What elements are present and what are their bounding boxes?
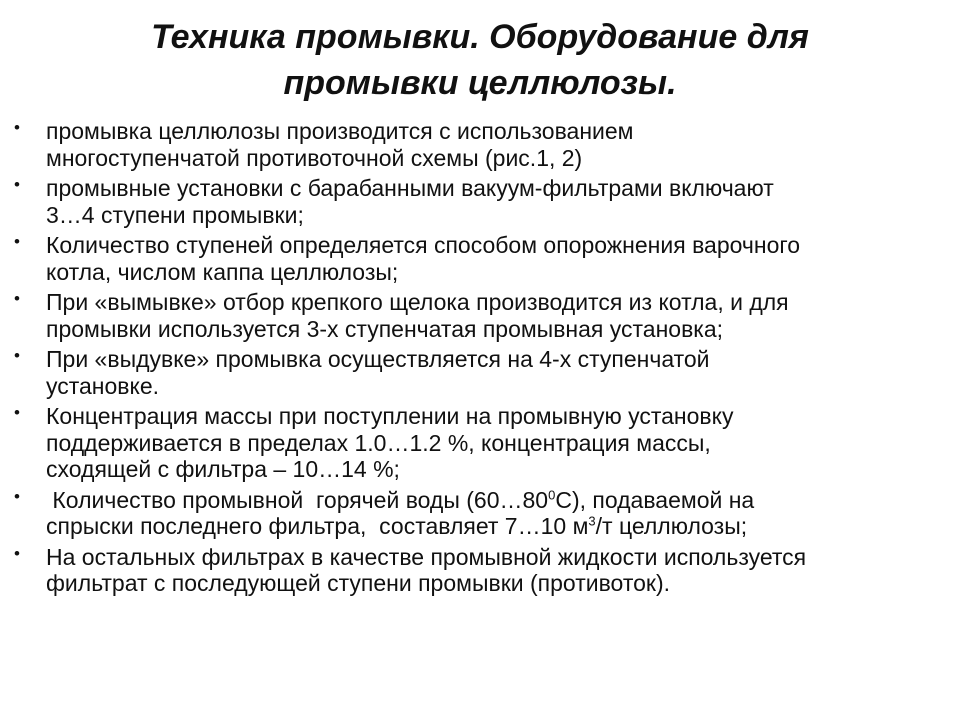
- bullet-item-8-line-2: фильтрат с последующей ступени промывки (противоток).: [46, 570, 670, 596]
- bullet-item-3-line-1: Количество ступеней определяется способом опорожнения варочного: [46, 232, 801, 258]
- bullet-list: [0, 112, 960, 597]
- slide-title-line-1: Техника промывки. Оборудование для: [151, 18, 809, 56]
- bullet-dot: •: [14, 403, 20, 422]
- bullet-dot: •: [14, 486, 20, 506]
- bullet-item-7: [0, 487, 960, 540]
- bullet-item-4-line-1: При «вымывке» отбор крепкого щелока производится из котла, и для: [46, 289, 789, 315]
- bullet-item-4: [0, 289, 960, 342]
- bullet-dot: •: [14, 232, 20, 251]
- bullet-item-8-line-1: На остальных фильтрах в качестве промывной жидкости используется: [46, 543, 807, 570]
- bullet-item-7-line-2: [46, 513, 936, 540]
- bullet-dot: •: [14, 118, 20, 137]
- bullet-item-4-line-2: промывки используется 3-х ступенчатая промывная установка;: [46, 315, 724, 342]
- bullet-item-8: [0, 544, 960, 597]
- bullet-item-7-line-1-text-b: С), подаваемой на: [555, 486, 755, 513]
- bullet-item-3-line-2: котла, числом каппа целлюлозы;: [46, 258, 399, 285]
- cubic-superscript: 3: [588, 513, 596, 529]
- bullet-item-5-line-1: При «выдувке» промывка осуществляется на 4-х ступенчатой: [46, 346, 710, 372]
- bullet-item-6: [0, 403, 960, 483]
- bullet-item-5: [0, 346, 960, 399]
- bullet-item-6-line-2: поддерживается в пределах 1.0…1.2 %, концентрация массы,: [46, 429, 711, 456]
- bullet-item-7-line-2-text-b: /т целлюлозы;: [595, 513, 748, 539]
- bullet-item-7-line-1-text-a: Количество промывной горячей воды (60…80: [46, 486, 549, 513]
- bullet-dot: •: [14, 289, 20, 308]
- bullet-item-2-line-1: промывные установки с барабанными вакуум-фильтрами включают: [46, 175, 774, 201]
- bullet-item-7-line-1: [46, 487, 936, 514]
- bullet-item-3: [0, 232, 960, 285]
- bullet-dot: •: [14, 175, 20, 194]
- bullet-item-2: [0, 175, 960, 228]
- bullet-item-7-line-2-text-a: спрыски последнего фильтра, составляет 7…10 м: [46, 513, 589, 539]
- bullet-item-2-line-2: 3…4 ступени промывки;: [46, 201, 304, 228]
- bullet-item-1-line-1: промывка целлюлозы производится с использованием: [46, 118, 634, 144]
- bullet-dot: •: [14, 543, 20, 563]
- degree-superscript: 0: [548, 486, 556, 502]
- bullet-item-5-line-2: установке.: [46, 372, 160, 399]
- slide-title-line-2: промывки целлюлозы.: [283, 64, 677, 102]
- bullet-item-6-line-1: Концентрация массы при поступлении на промывную установку: [46, 403, 734, 429]
- bullet-dot: •: [14, 346, 20, 365]
- bullet-item-1: [0, 118, 960, 171]
- bullet-item-1-line-2: многоступенчатой противоточной схемы (рис.1, 2): [46, 144, 583, 171]
- slide-title: [60, 14, 900, 106]
- bullet-item-6-line-3: сходящей с фильтра – 10…14 %;: [46, 456, 400, 482]
